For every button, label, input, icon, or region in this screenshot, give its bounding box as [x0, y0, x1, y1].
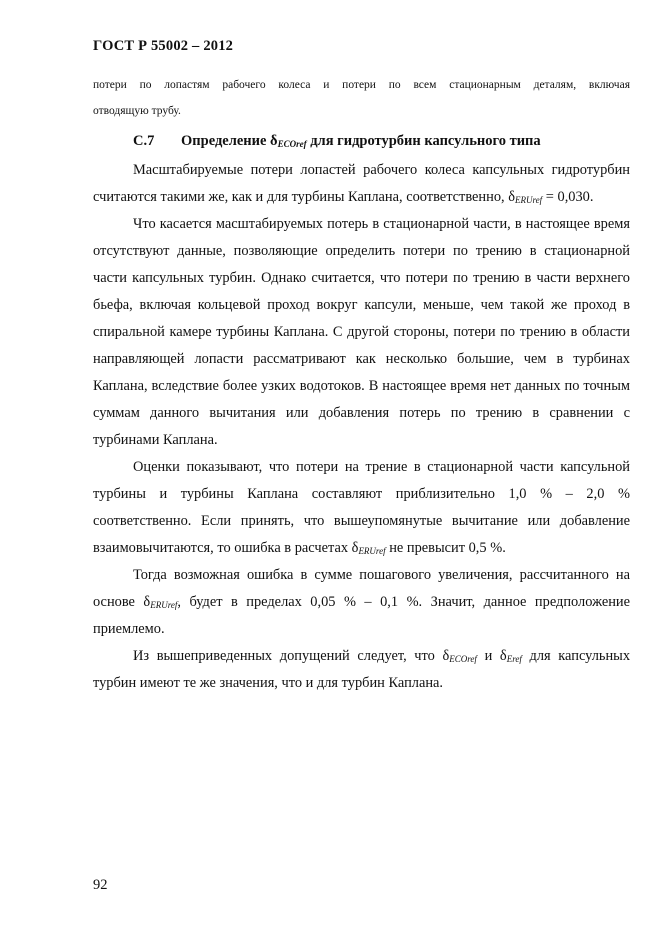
paragraph-5-subscript-2: Eref: [506, 654, 522, 664]
intro-text: [93, 72, 630, 124]
paragraph-5-subscript-1: ECOref: [449, 654, 477, 664]
paragraph-1: [93, 157, 630, 211]
paragraph-3: [93, 454, 630, 562]
paragraph-1-text: Масштабируемые потери лопастей рабочего колеса капсульных гидротурбин считаются такими же, как и для турбины Каплана, соответственно, δ: [93, 162, 630, 205]
paragraph-4-subscript: ERUref: [150, 600, 178, 610]
paragraph-1-value: = 0,030.: [542, 189, 594, 205]
section-heading: [133, 133, 541, 150]
document-header: ГОСТ Р 55002 – 2012: [93, 38, 234, 54]
paragraph-2: Что касается масштабируемых потерь в стационарной части, в настоящее время отсутствуют данные, позволяющие определить потери по трению в стационарной части капсульных турбин. Однако считается, что потери по трению в части верхнего бьефа, включая кольцевой проход вокруг капсули, меньше, чем такой же проход в спиральной камере турбины Каплана. С другой стороны, потери по трению в области направляющей лопасти рассматривают как несколько большие, чем в турбинах Каплана, вследствие более узких водотоков. В настоящее время нет данных по точным суммам данного вычитания или добавления потерь по трению в сравнении с турбинами Каплана.: [93, 216, 630, 448]
intro-line-2: отводящую трубу.: [93, 105, 181, 117]
paragraph-4-tail: , будет в пределах 0,05 % – 0,1 %. Значит, данное предположение приемлемо.: [93, 594, 630, 637]
section-body: [93, 157, 630, 697]
paragraph-1-subscript: ERUref: [515, 195, 543, 205]
paragraph-4-text: Тогда возможная ошибка в сумме пошагового увеличения, рассчитанного на основе δ: [93, 567, 630, 610]
paragraph-4: [93, 562, 630, 643]
section-title-subscript: ECOref: [277, 139, 307, 149]
section-title-suffix: для гидротурбин капсульного типа: [306, 133, 541, 149]
paragraph-3-tail: не превысит 0,5 %.: [385, 540, 506, 556]
paragraph-5-mid: и δ: [476, 648, 507, 664]
paragraph-5-text: Из вышеприведенных допущений следует, что δ: [133, 648, 450, 664]
section-number: С.7: [133, 133, 155, 149]
section-title-prefix: Определение δ: [181, 133, 278, 149]
paragraph-5-tail: для капсульных турбин имеют те же значения, что и для турбин Каплана.: [93, 648, 631, 691]
paragraph-5: [93, 643, 630, 697]
page-number: 92: [93, 877, 108, 893]
paragraph-3-subscript: ERUref: [358, 546, 386, 556]
paragraph-3-text: Оценки показывают, что потери на трение в стационарной части капсульной турбины и турбины Каплана составляют приблизительно 1,0 % – 2,0 % соответственно. Если принять, что вышеупомянутые вычитание или добавление взаимовычитаются, то ошибка в расчетах δ: [93, 459, 630, 556]
intro-line-1: потери по лопастям рабочего колеса и потери по всем стационарным деталям, включая: [93, 79, 630, 91]
